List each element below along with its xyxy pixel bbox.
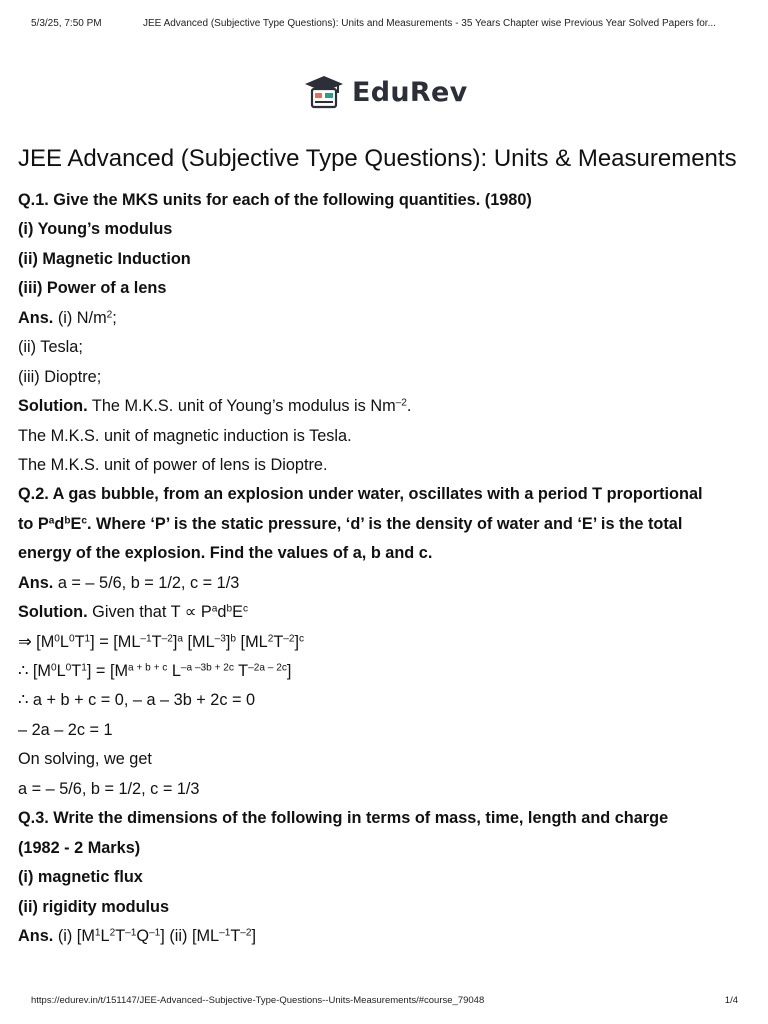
q1-solution-1: Solution. The M.K.S. unit of Young’s modulus is $Nm^{-2}$. — [18, 397, 412, 416]
q3-answer: Ans. (i) $[M^1L^2T^{-1}Q^{-1}]$ (ii) $[ML^{-1}T^{-2}]$ — [18, 926, 257, 945]
q1-item-1: (i) Young’s modulus — [18, 220, 173, 239]
q2-question-line-3: energy of the explosion. Find the values of a, b and c. — [18, 544, 433, 563]
q3-question-line-2: (1982 - 2 Marks) — [18, 838, 141, 857]
logo-text: EduRev — [352, 76, 468, 108]
print-page-title: JEE Advanced (Subjective Type Questions): Units and Measurements - 35 Years Chapter wise Previous Year Solved Papers for... — [143, 18, 716, 29]
q1-answer-1: Ans. (i) $N/m^2$; — [18, 308, 117, 327]
q1-answer-2: (ii) Tesla; — [18, 338, 83, 357]
q2-question-line-1: Q.2. A gas bubble, from an explosion under water, oscillates with a period T proportional — [18, 485, 703, 504]
print-header — [31, 18, 748, 29]
q1-answer-3: (iii) Dioptre; — [18, 367, 102, 386]
q1-item-3: (iii) Power of a lens — [18, 279, 167, 298]
q1-solution-3: The M.K.S. unit of power of lens is Dioptre. — [18, 455, 328, 474]
q3-item-1: (i) magnetic flux — [18, 868, 143, 887]
page-url[interactable]: https://edurev.in/t/151147/JEE-Advanced--Subjective-Type-Questions--Units-Measurements/#course_79048 — [31, 995, 485, 1006]
document-content — [18, 186, 753, 951]
q2-equation-3: ∴ a + b + c = 0, – a – 3b + 2c = 0 — [18, 691, 256, 710]
q1-item-2: (ii) Magnetic Induction — [18, 249, 191, 268]
graduation-cap-icon — [304, 74, 344, 110]
q1-question: Q.1. Give the MKS units for each of the following quantities. (1980) — [18, 191, 532, 209]
q3-item-2: (ii) rigidity modulus — [18, 897, 170, 916]
q2-question-line-2: to $P^ad^bE^c$. Where ‘P’ is the static pressure, ‘d’ is the density of water and ‘E’ is the total — [18, 514, 683, 533]
q2-equation-6: a = – 5/6, b = 1/2, c = 1/3 — [18, 779, 200, 798]
q1-solution-2: The M.K.S. unit of magnetic induction is Tesla. — [18, 426, 352, 445]
print-date: 5/3/25, 7:50 PM — [31, 18, 102, 29]
q2-answer: Ans. a = – 5/6, b = 1/2, c = 1/3 — [18, 573, 240, 592]
q2-equation-2: ∴ $[M^0L^0T^1] = [M^{a + b + c}$ $L^{-a -3b + 2c}$ $T^{-2a - 2c}$] — [18, 662, 292, 680]
page-number: 1/4 — [724, 995, 738, 1006]
print-footer — [31, 995, 738, 1006]
q3-question-line-1: Q.3. Write the dimensions of the following in terms of mass, time, length and charge — [18, 809, 669, 828]
document-title: JEE Advanced (Subjective Type Questions): Units & Measurements — [18, 145, 737, 172]
q2-equation-1: ⇒ $[M^0L^0T^1] = [ML^{-1}T^{-2}]^a$ $[ML^{-3}]^b$ $[ML^2T^{-2}]^c$ — [18, 632, 305, 651]
q2-equation-5: On solving, we get — [18, 750, 152, 769]
edurev-logo[interactable] — [304, 74, 468, 110]
q2-solution: Solution. Given that $T \propto P^ad^bE^c$ — [18, 603, 249, 622]
q2-equation-4: – 2a – 2c = 1 — [18, 720, 113, 739]
